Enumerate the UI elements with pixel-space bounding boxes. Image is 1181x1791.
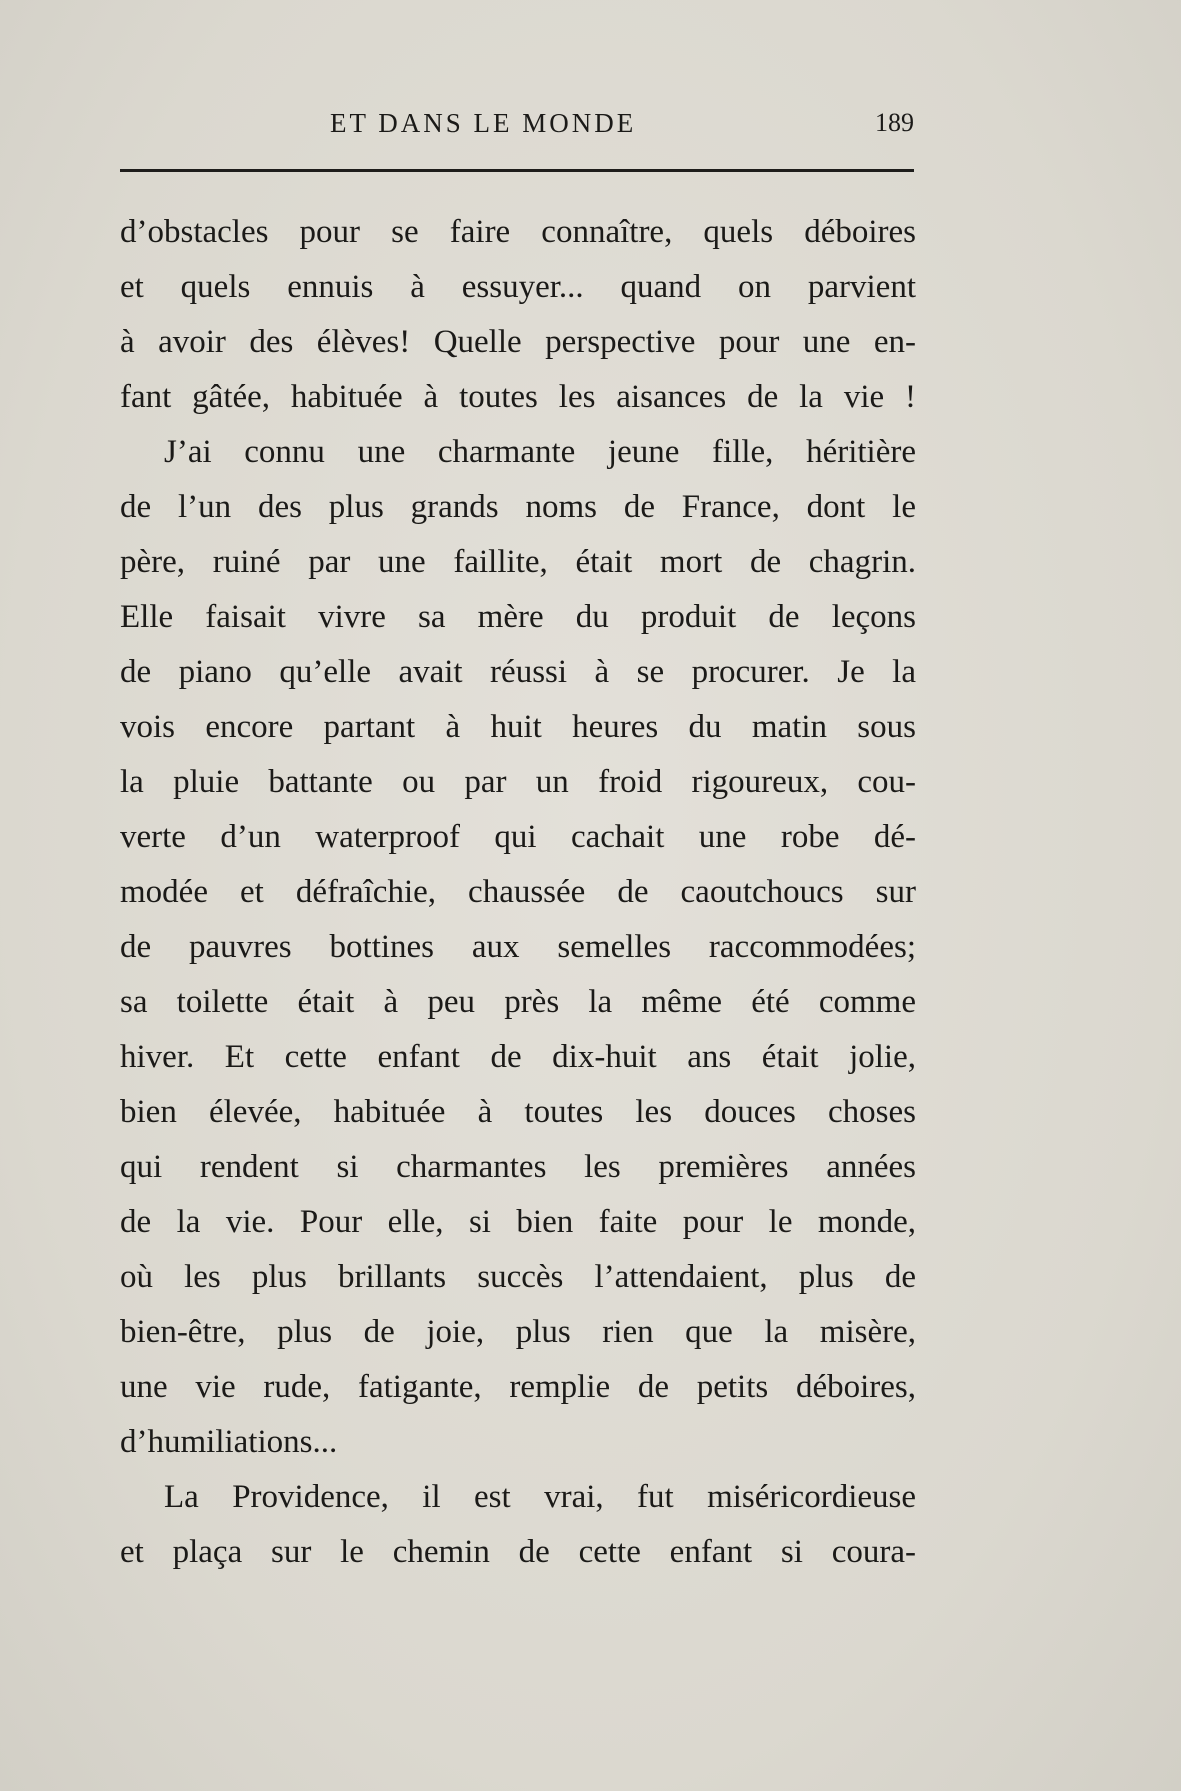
text-line: où les plus brillants succès l’attendaient, plus de xyxy=(120,1259,916,1295)
text-line: la pluie battante ou par un froid rigoureux, cou- xyxy=(120,764,916,800)
text-line: bien-être, plus de joie, plus rien que la misère, xyxy=(120,1314,916,1350)
header-rule xyxy=(120,169,914,172)
paragraph-end-line: d’humiliations... xyxy=(120,1424,338,1460)
text-line: d’obstacles pour se faire connaître, quels déboires xyxy=(120,214,916,250)
text-line: modée et défraîchie, chaussée de caoutchoucs sur xyxy=(120,874,916,910)
text-line: de l’un des plus grands noms de France, dont le xyxy=(120,489,916,525)
body-text xyxy=(120,205,916,1580)
text-line: hiver. Et cette enfant de dix-huit ans était jolie, xyxy=(120,1039,916,1075)
text-line: de piano qu’elle avait réussi à se procurer. Je la xyxy=(120,654,916,690)
paragraph-start-line: La Providence, il est vrai, fut miséricordieuse xyxy=(164,1479,916,1515)
text-line: de la vie. Pour elle, si bien faite pour le monde, xyxy=(120,1204,916,1240)
text-line: Elle faisait vivre sa mère du produit de leçons xyxy=(120,599,916,635)
text-line: vois encore partant à huit heures du matin sous xyxy=(120,709,916,745)
text-line: une vie rude, fatigante, remplie de petits déboires, xyxy=(120,1369,916,1405)
text-line: fant gâtée, habituée à toutes les aisances de la vie ! xyxy=(120,379,916,415)
text-line: sa toilette était à peu près la même été comme xyxy=(120,984,916,1020)
running-title: ET DANS LE MONDE xyxy=(330,108,637,138)
text-line: et plaça sur le chemin de cette enfant si coura- xyxy=(120,1534,916,1570)
text-line: et quels ennuis à essuyer... quand on parvient xyxy=(120,269,916,305)
paragraph-start-line: J’ai connu une charmante jeune fille, héritière xyxy=(164,434,916,470)
text-line: de pauvres bottines aux semelles raccommodées; xyxy=(120,929,916,965)
page-number: 189 xyxy=(875,108,914,137)
text-line: verte d’un waterproof qui cachait une robe dé- xyxy=(120,819,916,855)
running-header xyxy=(120,108,914,148)
text-line: à avoir des élèves! Quelle perspective pour une en- xyxy=(120,324,916,360)
text-line: bien élevée, habituée à toutes les douces choses xyxy=(120,1094,916,1130)
text-line: père, ruiné par une faillite, était mort de chagrin. xyxy=(120,544,916,580)
text-line: qui rendent si charmantes les premières années xyxy=(120,1149,916,1185)
